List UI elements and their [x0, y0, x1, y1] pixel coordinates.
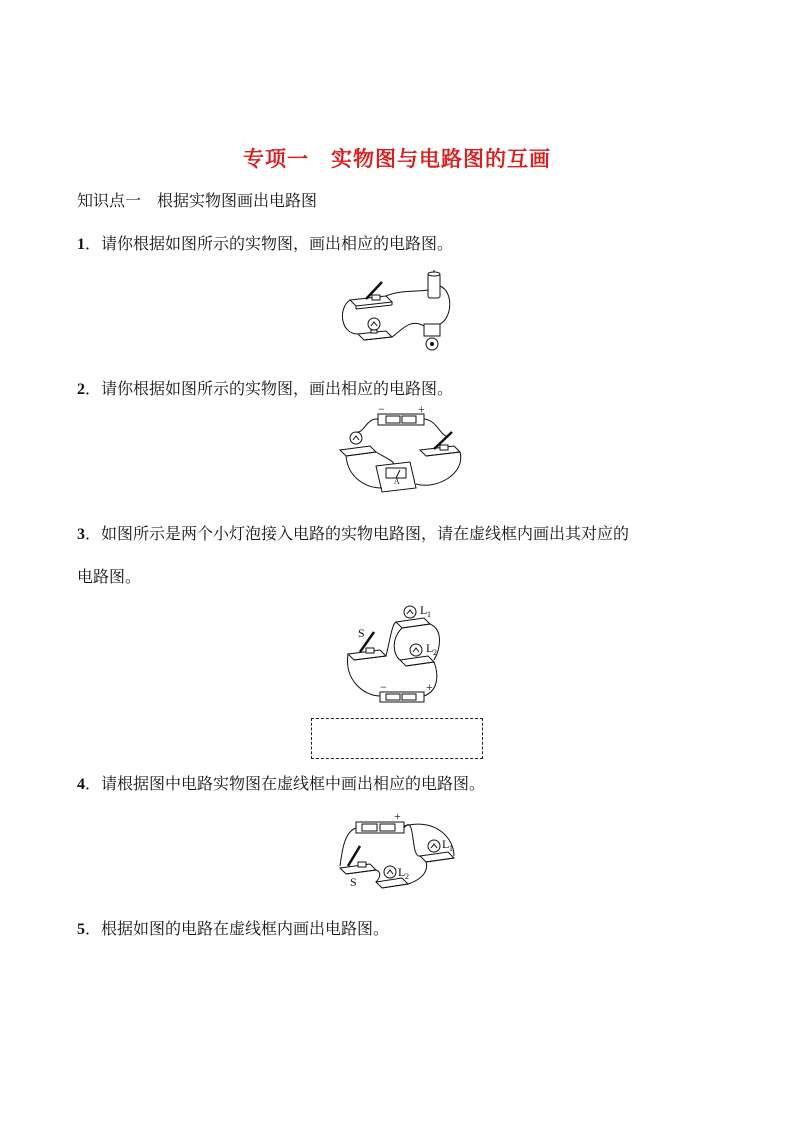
- question-text: ．如图所示是两个小灯泡接入电路的实物电路图，请在虚线框内画出其对应的: [85, 524, 630, 543]
- lamp1-label: L: [442, 837, 450, 851]
- figure-2-circuit: [336, 404, 466, 500]
- question-4: [77, 773, 485, 796]
- figure-1-circuit: [336, 268, 456, 354]
- lamp2-label: L: [426, 641, 434, 655]
- figure-3-circuit: [340, 600, 450, 708]
- question-number: 2: [77, 381, 85, 398]
- lamp2-label: L: [398, 865, 406, 879]
- question-number: 4: [77, 776, 85, 793]
- question-number: 5: [77, 921, 85, 938]
- question-text: ．请根据图中电路实物图在虚线框中画出相应的电路图。: [85, 774, 486, 793]
- question-3-continued: 电路图。: [77, 567, 142, 586]
- battery-minus-label: −: [380, 680, 387, 694]
- switch-label: S: [358, 626, 365, 640]
- battery-plus-label: +: [418, 404, 425, 416]
- figure-4-circuit: [336, 808, 466, 892]
- question-number: 3: [77, 526, 85, 543]
- lamp1-sub: 1: [449, 844, 453, 853]
- question-1: [77, 233, 453, 256]
- question-2: [77, 378, 453, 401]
- lamp1-sub: 1: [427, 610, 431, 619]
- section-heading: 知识点一 根据实物图画出电路图: [77, 191, 318, 210]
- question-text: ．根据如图的电路在虚线框内画出电路图。: [85, 919, 390, 938]
- switch-label: S: [350, 875, 357, 889]
- question-5: [77, 918, 389, 941]
- question-text: ．请你根据如图所示的实物图，画出相应的电路图。: [85, 379, 454, 398]
- answer-box-dashed: [311, 718, 483, 759]
- lamp2-sub: 2: [405, 872, 409, 881]
- battery-minus-label: −: [378, 404, 385, 416]
- lamp2-sub: 2: [433, 648, 437, 657]
- ammeter-label: A: [394, 477, 400, 486]
- battery-plus-label: +: [426, 680, 433, 694]
- battery-plus-label: +: [394, 809, 401, 823]
- page-title: 专项一 实物图与电路图的互画: [243, 147, 551, 171]
- lamp1-label: L: [420, 603, 428, 617]
- question-number: 1: [77, 236, 85, 253]
- question-text: ．请你根据如图所示的实物图，画出相应的电路图。: [85, 234, 454, 253]
- question-3: [77, 523, 629, 546]
